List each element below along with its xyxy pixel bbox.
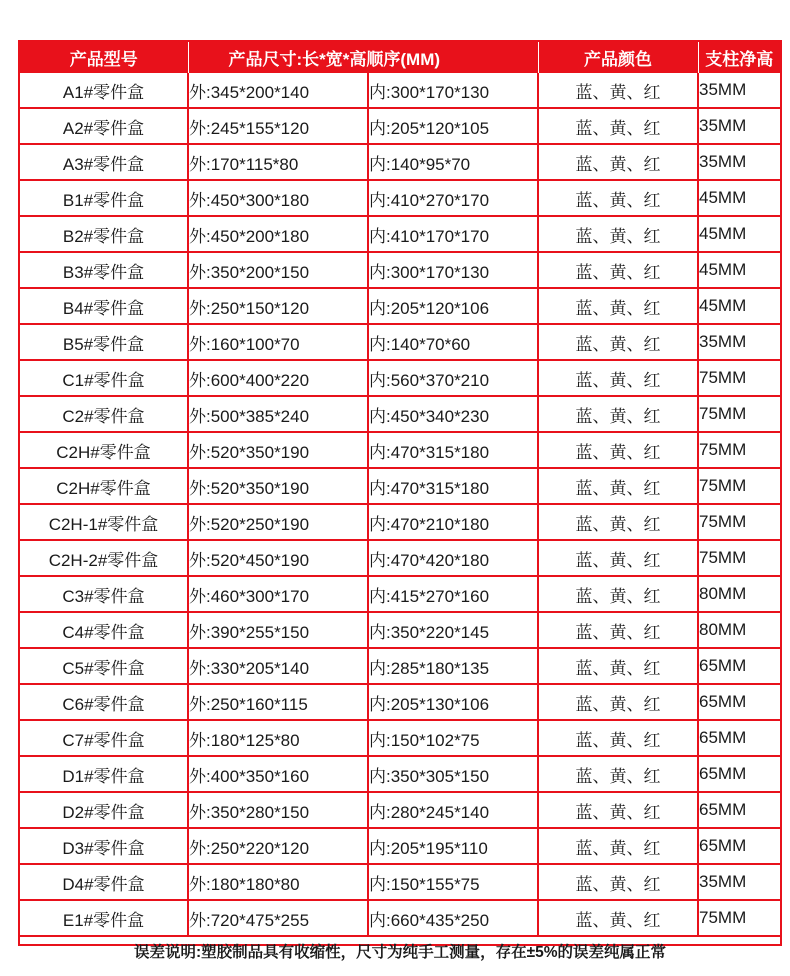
model-cell: C2H#零件盒 [20,432,188,468]
height-cell: 75MM [698,900,780,936]
inner-size-cell: 内:205*130*106 [368,684,538,720]
inner-size-cell: 内:300*170*130 [368,73,538,108]
height-cell: 75MM [698,360,780,396]
header-height: 支柱净高 [698,42,780,73]
table-row [20,612,780,648]
outer-size-cell: 外:245*155*120 [188,108,368,144]
header-size: 产品尺寸:长*宽*高顺序(MM) [188,42,538,73]
outer-size-cell: 外:330*205*140 [188,648,368,684]
model-cell: B4#零件盒 [20,288,188,324]
table-row [20,684,780,720]
outer-size-cell: 外:160*100*70 [188,324,368,360]
color-cell: 蓝、黄、红 [538,612,698,648]
height-cell: 75MM [698,396,780,432]
height-cell: 65MM [698,684,780,720]
inner-size-cell: 内:280*245*140 [368,792,538,828]
model-cell: D3#零件盒 [20,828,188,864]
height-cell: 80MM [698,612,780,648]
model-cell: A2#零件盒 [20,108,188,144]
inner-size-cell: 内:470*420*180 [368,540,538,576]
model-cell: C4#零件盒 [20,612,188,648]
table-row [20,540,780,576]
model-cell: C2H-2#零件盒 [20,540,188,576]
inner-size-cell: 内:410*170*170 [368,216,538,252]
model-cell: B5#零件盒 [20,324,188,360]
color-cell: 蓝、黄、红 [538,360,698,396]
table-header-row [20,42,780,73]
inner-size-cell: 内:205*120*105 [368,108,538,144]
outer-size-cell: 外:400*350*160 [188,756,368,792]
model-cell: D4#零件盒 [20,864,188,900]
outer-size-cell: 外:250*150*120 [188,288,368,324]
outer-size-cell: 外:450*200*180 [188,216,368,252]
color-cell: 蓝、黄、红 [538,468,698,504]
table-row [20,864,780,900]
color-cell: 蓝、黄、红 [538,144,698,180]
table-row [20,144,780,180]
inner-size-cell: 内:150*102*75 [368,720,538,756]
outer-size-cell: 外:350*200*150 [188,252,368,288]
color-cell: 蓝、黄、红 [538,792,698,828]
table-row [20,504,780,540]
height-cell: 75MM [698,432,780,468]
height-cell: 35MM [698,73,780,108]
height-cell: 65MM [698,720,780,756]
outer-size-cell: 外:180*125*80 [188,720,368,756]
inner-size-cell: 内:450*340*230 [368,396,538,432]
table-row [20,720,780,756]
table-row [20,648,780,684]
model-cell: A1#零件盒 [20,73,188,108]
outer-size-cell: 外:450*300*180 [188,180,368,216]
outer-size-cell: 外:520*250*190 [188,504,368,540]
height-cell: 75MM [698,504,780,540]
model-cell: C6#零件盒 [20,684,188,720]
model-cell: B3#零件盒 [20,252,188,288]
outer-size-cell: 外:345*200*140 [188,73,368,108]
outer-size-cell: 外:520*350*190 [188,468,368,504]
model-cell: C3#零件盒 [20,576,188,612]
outer-size-cell: 外:350*280*150 [188,792,368,828]
inner-size-cell: 内:140*95*70 [368,144,538,180]
height-cell: 65MM [698,648,780,684]
model-cell: C2H-1#零件盒 [20,504,188,540]
inner-size-cell: 内:350*220*145 [368,612,538,648]
product-spec-table [20,42,780,937]
outer-size-cell: 外:460*300*170 [188,576,368,612]
model-cell: D2#零件盒 [20,792,188,828]
height-cell: 45MM [698,288,780,324]
inner-size-cell: 内:205*195*110 [368,828,538,864]
outer-size-cell: 外:520*450*190 [188,540,368,576]
table-row [20,324,780,360]
inner-size-cell: 内:300*170*130 [368,252,538,288]
height-cell: 45MM [698,252,780,288]
model-cell: C2#零件盒 [20,396,188,432]
table-row [20,756,780,792]
outer-size-cell: 外:720*475*255 [188,900,368,936]
header-model: 产品型号 [20,42,188,73]
model-cell: C2H#零件盒 [20,468,188,504]
table-row [20,468,780,504]
table-row [20,108,780,144]
color-cell: 蓝、黄、红 [538,73,698,108]
color-cell: 蓝、黄、红 [538,288,698,324]
color-cell: 蓝、黄、红 [538,216,698,252]
table-row [20,180,780,216]
table-body [20,73,780,936]
inner-size-cell: 内:410*270*170 [368,180,538,216]
inner-size-cell: 内:470*315*180 [368,468,538,504]
color-cell: 蓝、黄、红 [538,900,698,936]
height-cell: 45MM [698,216,780,252]
inner-size-cell: 内:205*120*106 [368,288,538,324]
inner-size-cell: 内:140*70*60 [368,324,538,360]
height-cell: 65MM [698,792,780,828]
inner-size-cell: 内:150*155*75 [368,864,538,900]
height-cell: 80MM [698,576,780,612]
color-cell: 蓝、黄、红 [538,540,698,576]
table-row [20,432,780,468]
table-row [20,360,780,396]
color-cell: 蓝、黄、红 [538,648,698,684]
outer-size-cell: 外:250*220*120 [188,828,368,864]
model-cell: A3#零件盒 [20,144,188,180]
outer-size-cell: 外:250*160*115 [188,684,368,720]
model-cell: B1#零件盒 [20,180,188,216]
table-row [20,900,780,936]
height-cell: 45MM [698,180,780,216]
color-cell: 蓝、黄、红 [538,324,698,360]
height-cell: 35MM [698,144,780,180]
error-note: 误差说明:塑胶制品具有收缩性，尺寸为纯手工测量，存在±5%的误差纯属正常 [133,944,667,961]
model-cell: C1#零件盒 [20,360,188,396]
color-cell: 蓝、黄、红 [538,504,698,540]
inner-size-cell: 内:470*315*180 [368,432,538,468]
color-cell: 蓝、黄、红 [538,864,698,900]
color-cell: 蓝、黄、红 [538,684,698,720]
model-cell: D1#零件盒 [20,756,188,792]
outer-size-cell: 外:390*255*150 [188,612,368,648]
model-cell: C5#零件盒 [20,648,188,684]
header-color: 产品颜色 [538,42,698,73]
model-cell: C7#零件盒 [20,720,188,756]
inner-size-cell: 内:285*180*135 [368,648,538,684]
inner-size-cell: 内:415*270*160 [368,576,538,612]
table-row [20,216,780,252]
inner-size-cell: 内:350*305*150 [368,756,538,792]
color-cell: 蓝、黄、红 [538,828,698,864]
outer-size-cell: 外:180*180*80 [188,864,368,900]
height-cell: 35MM [698,108,780,144]
color-cell: 蓝、黄、红 [538,180,698,216]
height-cell: 75MM [698,540,780,576]
table-row [20,252,780,288]
outer-size-cell: 外:170*115*80 [188,144,368,180]
inner-size-cell: 内:660*435*250 [368,900,538,936]
height-cell: 65MM [698,828,780,864]
color-cell: 蓝、黄、红 [538,720,698,756]
table-row [20,73,780,108]
table-row [20,792,780,828]
height-cell: 35MM [698,324,780,360]
outer-size-cell: 外:600*400*220 [188,360,368,396]
height-cell: 65MM [698,756,780,792]
color-cell: 蓝、黄、红 [538,252,698,288]
outer-size-cell: 外:520*350*190 [188,432,368,468]
outer-size-cell: 外:500*385*240 [188,396,368,432]
model-cell: B2#零件盒 [20,216,188,252]
color-cell: 蓝、黄、红 [538,576,698,612]
height-cell: 35MM [698,864,780,900]
table-row [20,576,780,612]
model-cell: E1#零件盒 [20,900,188,936]
table-row [20,828,780,864]
color-cell: 蓝、黄、红 [538,108,698,144]
inner-size-cell: 内:470*210*180 [368,504,538,540]
table-row [20,396,780,432]
height-cell: 75MM [698,468,780,504]
table-row [20,288,780,324]
color-cell: 蓝、黄、红 [538,756,698,792]
color-cell: 蓝、黄、红 [538,432,698,468]
spec-sheet [18,40,782,961]
color-cell: 蓝、黄、红 [538,396,698,432]
inner-size-cell: 内:560*370*210 [368,360,538,396]
